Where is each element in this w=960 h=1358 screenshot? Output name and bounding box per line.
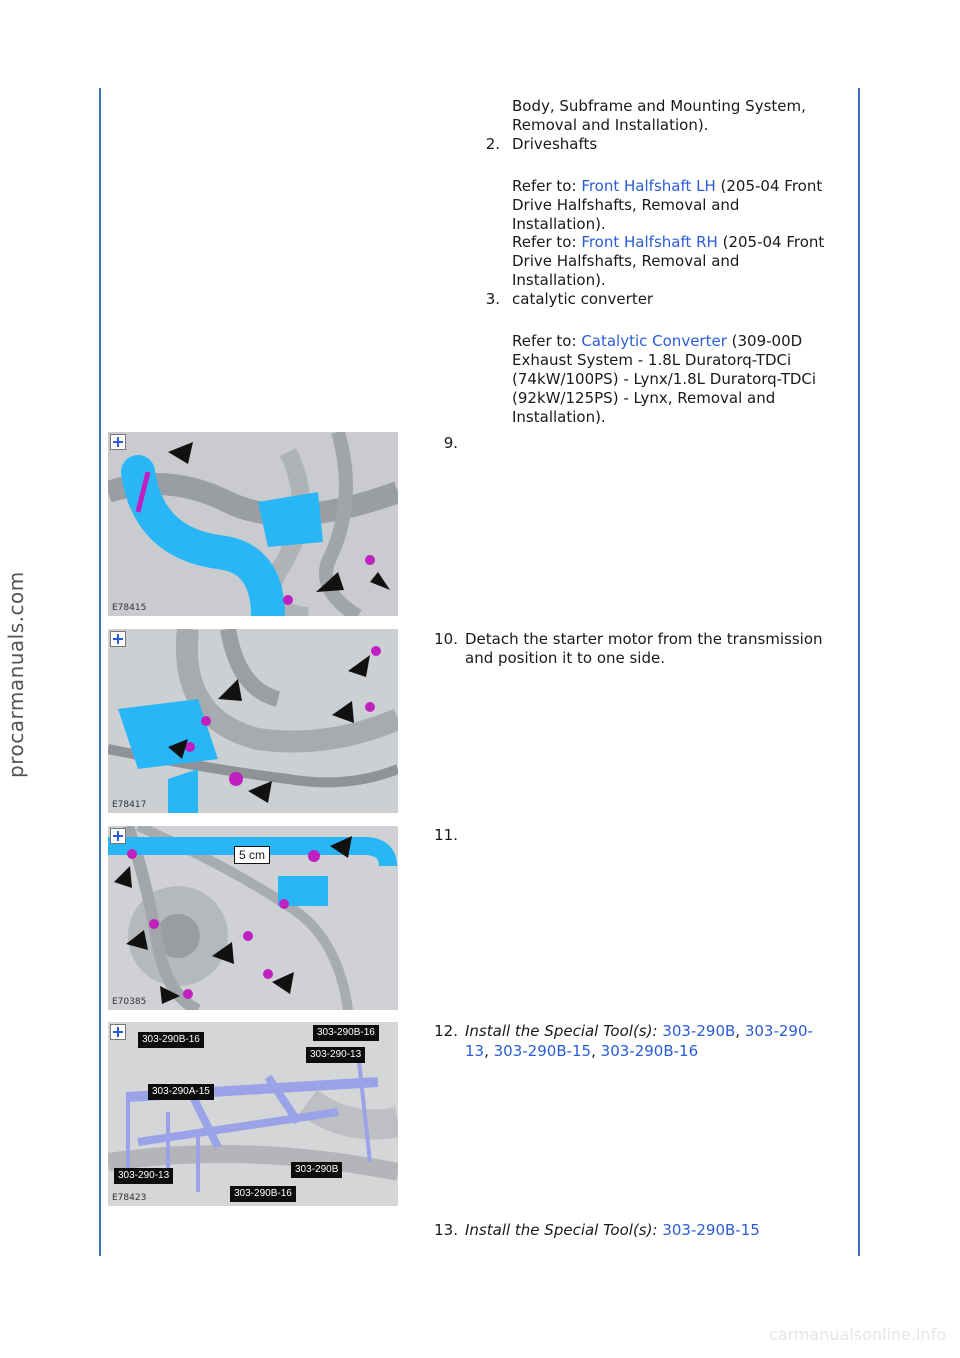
step-10-drawing: [108, 629, 398, 813]
substep-2-reference-2-cont: Drive Halfshafts, Removal and: [512, 252, 740, 270]
substep-3-number: 3.: [485, 290, 500, 308]
substep-2-reference-2-end: Installation).: [512, 271, 606, 289]
substep-2-reference-2: Refer to: Front Halfshaft RH (205-04 Front: [512, 233, 825, 251]
tool-callout: 303-290B-16: [138, 1032, 204, 1048]
zoom-in-icon[interactable]: [110, 434, 126, 450]
step-12-number: 12.: [434, 1022, 458, 1040]
zoom-in-icon[interactable]: [110, 1024, 126, 1040]
tool-callout: 303-290B: [291, 1162, 342, 1178]
catalytic-converter-link[interactable]: Catalytic Converter: [581, 332, 727, 350]
step-12-text-line1: Install the Special Tool(s): 303-290B, 303-290-: [465, 1022, 813, 1040]
tool-link-303-290-13[interactable]: 303-290-: [744, 1022, 813, 1040]
tool-callout: 303-290-13: [114, 1168, 173, 1184]
step-9-number: 9.: [443, 434, 458, 452]
substep-3-label: catalytic converter: [512, 290, 654, 308]
substep-2-reference-1-end: Installation).: [512, 215, 606, 233]
side-watermark: procarmanuals.com: [4, 571, 28, 779]
figure-id: E78423: [112, 1193, 147, 1203]
step-12-instruction: Install the Special Tool(s):: [465, 1022, 658, 1040]
figure-id: E78415: [112, 603, 147, 613]
step-12-text-line2: 13, 303-290B-15, 303-290B-16: [465, 1042, 699, 1060]
step-9-drawing: [108, 432, 398, 616]
step8-continued-line2: Removal and Installation).: [512, 116, 709, 134]
step-13-instruction: Install the Special Tool(s):: [465, 1221, 658, 1239]
substep-2-reference-1-cont: Drive Halfshafts, Removal and: [512, 196, 740, 214]
left-margin-rule: [99, 88, 101, 1256]
step-10-text-line1: Detach the starter motor from the transmission: [465, 630, 823, 648]
step-10-illustration[interactable]: [108, 629, 398, 813]
tool-link-303-290b[interactable]: 303-290B: [662, 1022, 736, 1040]
step-10-number: 10.: [434, 630, 458, 648]
substep-3-reference-cont-4: Installation).: [512, 408, 606, 426]
substep-2-reference-1: Refer to: Front Halfshaft LH (205-04 Front: [512, 177, 823, 195]
substep-3-reference: Refer to: Catalytic Converter (309-00D: [512, 332, 803, 350]
front-halfshaft-lh-link[interactable]: Front Halfshaft LH: [581, 177, 716, 195]
step-11-illustration[interactable]: [108, 826, 398, 1010]
zoom-in-icon[interactable]: [110, 631, 126, 647]
substep-3-reference-cont-2: (74kW/100PS) - Lynx/1.8L Duratorq-TDCi: [512, 370, 817, 388]
tool-callout: 303-290-13: [306, 1047, 365, 1063]
tool-callout: 303-290B-16: [313, 1025, 379, 1041]
substep-3-reference-cont-3: (92kW/125PS) - Lynx, Removal and: [512, 389, 776, 407]
figure-id: E78417: [112, 800, 147, 810]
footer-watermark: carmanualsonline.info: [768, 1325, 946, 1344]
step-9-illustration[interactable]: [108, 432, 398, 616]
step-10-text-line2: and position it to one side.: [465, 649, 665, 667]
zoom-in-icon[interactable]: [110, 828, 126, 844]
tool-link-303-290b-15[interactable]: 303-290B-15: [493, 1042, 592, 1060]
step8-continued-line1: Body, Subframe and Mounting System,: [512, 97, 806, 115]
tool-callout: 303-290B-16: [230, 1186, 296, 1202]
step-13-number: 13.: [434, 1221, 458, 1239]
step-13-text: [465, 1221, 760, 1240]
tool-callout: 303-290A-15: [148, 1084, 214, 1100]
tool-link-303-290b-15[interactable]: 303-290B-15: [662, 1221, 760, 1239]
substep-2-number: 2.: [485, 135, 500, 153]
substep-3-reference-cont-1: Exhaust System - 1.8L Duratorq-TDCi: [512, 351, 792, 369]
step-12-illustration[interactable]: [108, 1022, 398, 1206]
figure-id: E70385: [112, 997, 147, 1007]
scale-label: 5 cm: [234, 846, 270, 864]
right-margin-rule: [858, 88, 860, 1256]
front-halfshaft-rh-link[interactable]: Front Halfshaft RH: [581, 233, 718, 251]
tool-link-303-290b-16[interactable]: 303-290B-16: [600, 1042, 699, 1060]
substep-2-label: Driveshafts: [512, 135, 598, 153]
tool-link-303-290-13-cont[interactable]: 13: [465, 1042, 485, 1060]
step-11-number: 11.: [434, 826, 458, 844]
